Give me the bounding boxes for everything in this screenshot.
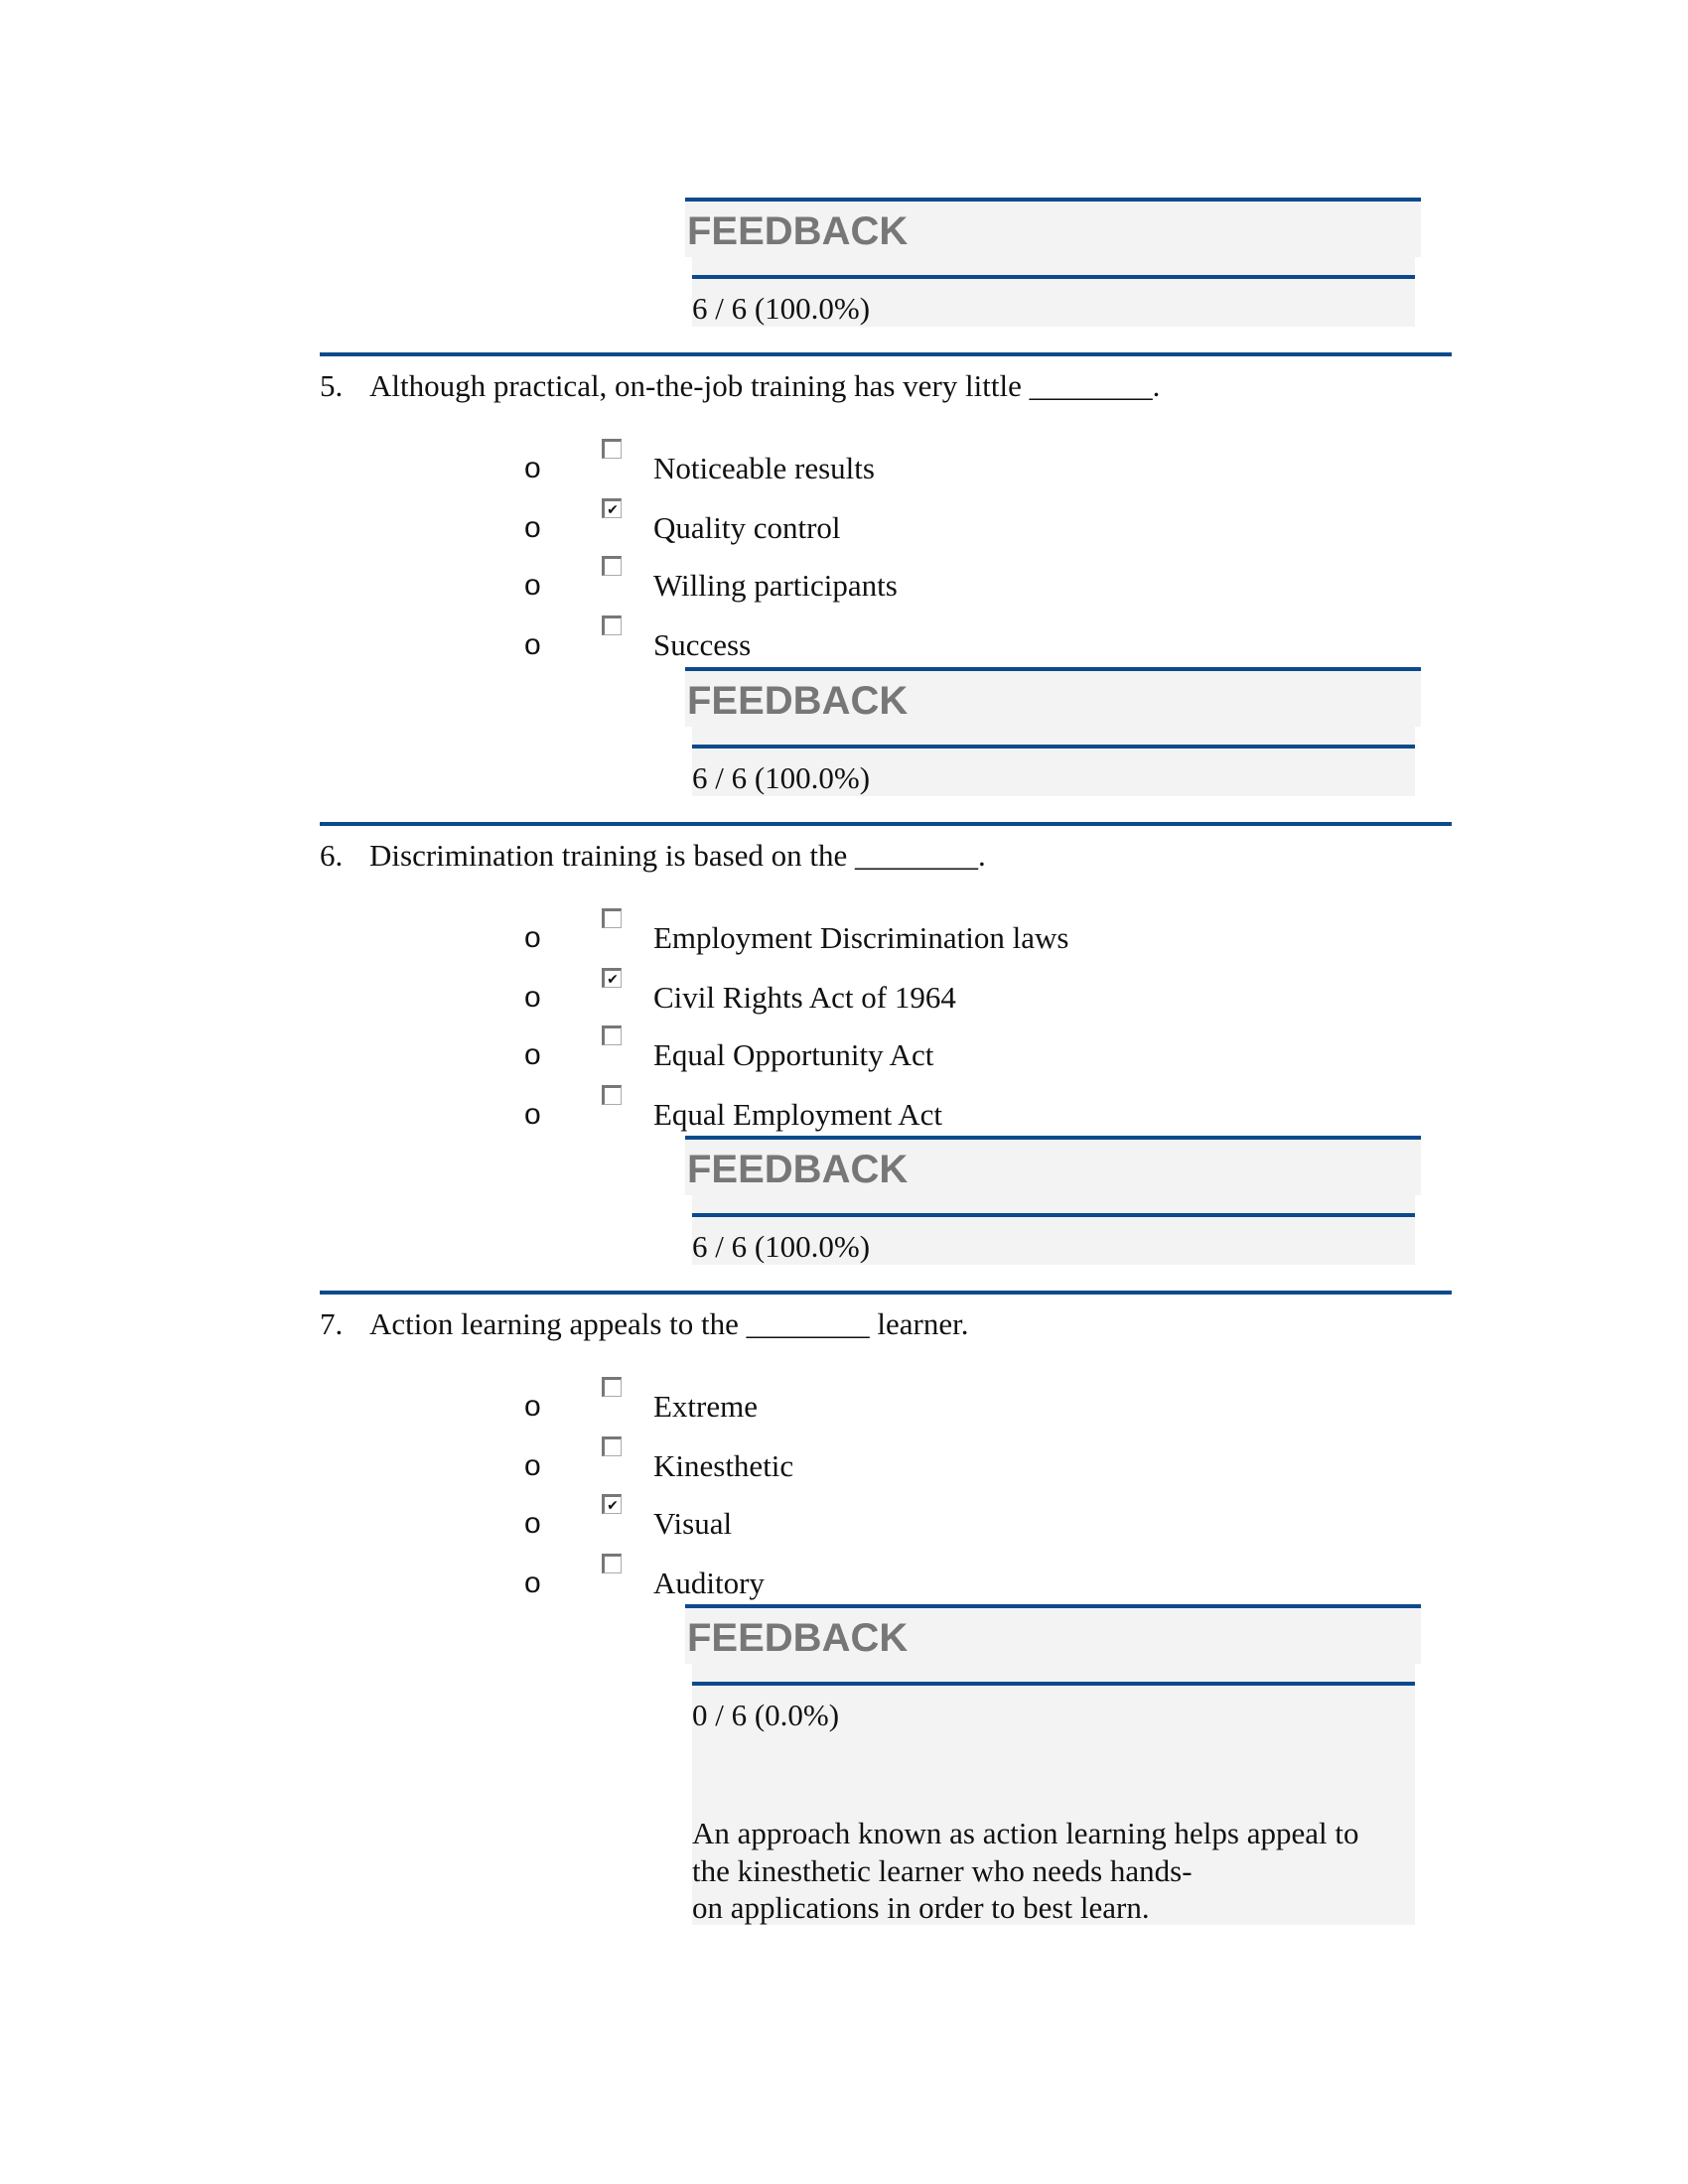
- question-text: Although practical, on-the-job training has very little ________.: [369, 368, 1161, 403]
- feedback-title: FEEDBACK: [687, 679, 909, 723]
- question-text: Discrimination training is based on the ________.: [369, 838, 986, 873]
- feedback-explanation-line: An approach known as action learning helps appeal to: [692, 1816, 1359, 1850]
- option-label: Noticeable results: [653, 451, 875, 485]
- feedback-inner-rule: [692, 275, 1415, 279]
- feedback-title: FEEDBACK: [687, 1148, 909, 1191]
- feedback-inner-rule: [692, 745, 1415, 749]
- option-label: Equal Employment Act: [653, 1097, 943, 1132]
- option-checkbox[interactable]: [602, 439, 622, 459]
- option-label: Extreme: [653, 1389, 759, 1424]
- option-bullet: o: [524, 628, 541, 661]
- option-bullet: o: [524, 1449, 541, 1482]
- option-label: Visual: [653, 1506, 733, 1541]
- option-checkbox[interactable]: [602, 1377, 622, 1397]
- option-bullet: o: [524, 452, 541, 484]
- option-checkbox[interactable]: [602, 556, 622, 576]
- checkmark-icon: ✔: [607, 1498, 619, 1514]
- option-label: Quality control: [653, 510, 841, 545]
- option-checkbox[interactable]: [602, 1436, 622, 1456]
- feedback-score: 6 / 6 (100.0%): [692, 1229, 871, 1264]
- question-separator: [320, 352, 1452, 356]
- feedback-score: 6 / 6 (100.0%): [692, 760, 871, 795]
- feedback-top-rule: [685, 198, 1421, 202]
- feedback-score: 0 / 6 (0.0%): [692, 1698, 840, 1732]
- feedback-inner-rule: [692, 1682, 1415, 1686]
- option-bullet: o: [524, 1098, 541, 1131]
- option-checkbox[interactable]: [602, 908, 622, 928]
- question-text: Action learning appeals to the ________ learner.: [369, 1306, 969, 1341]
- option-bullet: o: [524, 1567, 541, 1599]
- option-bullet: o: [524, 511, 541, 544]
- question-number: 7.: [320, 1306, 344, 1341]
- feedback-explanation-line: the kinesthetic learner who needs hands-: [692, 1852, 1193, 1888]
- option-label: Success: [653, 627, 752, 662]
- option-label: Kinesthetic: [653, 1448, 794, 1483]
- question-separator: [320, 822, 1452, 826]
- option-label: Willing participants: [653, 568, 898, 603]
- option-bullet: o: [524, 569, 541, 602]
- option-bullet: o: [524, 1507, 541, 1540]
- question-separator: [320, 1291, 1452, 1295]
- option-label: Equal Opportunity Act: [653, 1037, 934, 1072]
- feedback-top-rule: [685, 1136, 1421, 1140]
- option-checkbox[interactable]: [602, 968, 622, 988]
- option-label: Employment Discrimination laws: [653, 920, 1069, 955]
- checkmark-icon: ✔: [607, 502, 619, 518]
- option-bullet: o: [524, 921, 541, 954]
- option-bullet: o: [524, 1390, 541, 1423]
- option-checkbox[interactable]: [602, 1085, 622, 1105]
- feedback-title: FEEDBACK: [687, 1616, 909, 1660]
- checkmark-icon: ✔: [607, 972, 619, 988]
- option-checkbox[interactable]: [602, 1554, 622, 1573]
- option-label: Auditory: [653, 1566, 765, 1600]
- question-number: 5.: [320, 368, 344, 403]
- feedback-top-rule: [685, 1604, 1421, 1608]
- question-number: 6.: [320, 838, 344, 873]
- option-label: Civil Rights Act of 1964: [653, 980, 956, 1015]
- feedback-explanation-line: on applications in order to best learn.: [692, 1890, 1150, 1925]
- feedback-score: 6 / 6 (100.0%): [692, 291, 871, 326]
- feedback-top-rule: [685, 667, 1421, 671]
- option-checkbox[interactable]: [602, 1025, 622, 1045]
- option-checkbox[interactable]: [602, 498, 622, 518]
- option-bullet: o: [524, 981, 541, 1014]
- feedback-inner-rule: [692, 1213, 1415, 1217]
- option-bullet: o: [524, 1038, 541, 1071]
- option-checkbox[interactable]: [602, 1494, 622, 1514]
- feedback-title: FEEDBACK: [687, 209, 909, 253]
- option-checkbox[interactable]: [602, 615, 622, 635]
